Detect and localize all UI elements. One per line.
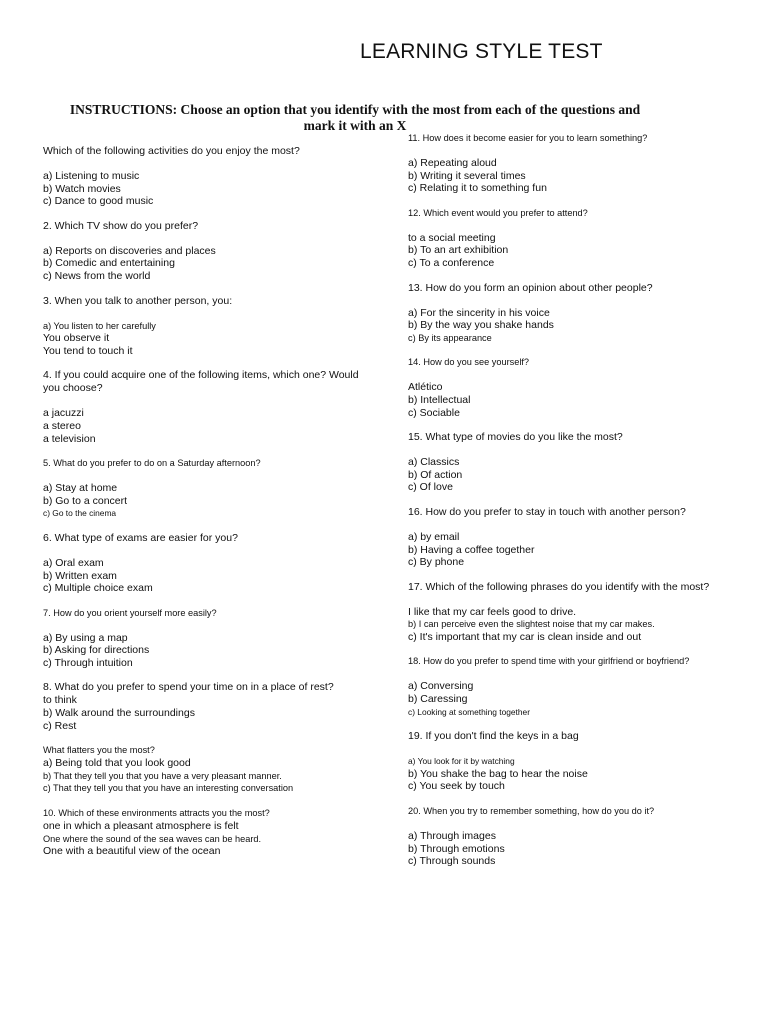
option-b[interactable]: b) Go to a concert (43, 494, 128, 507)
question-4 (43, 369, 393, 445)
question-16 (408, 506, 738, 569)
option-c[interactable]: c) By its appearance (408, 332, 492, 343)
option-a[interactable]: I like that my car feels good to drive. (408, 605, 577, 618)
option-c[interactable]: c) Through intuition (43, 656, 133, 669)
option-c[interactable]: c) That they tell you that you have an interesting conversation (43, 783, 294, 794)
option-c[interactable]: a television (43, 432, 96, 445)
question-17 (408, 581, 738, 644)
question-6 (43, 532, 393, 595)
option-a[interactable]: a) Being told that you look good (43, 757, 191, 770)
question-text: 10. Which of these environments attracts you the most? (43, 808, 270, 819)
question-text: 17. Which of the following phrases do you identify with the most? (408, 580, 710, 593)
option-c[interactable]: c) Looking at something together (408, 706, 530, 717)
question-10 (43, 807, 393, 858)
question-2 (43, 220, 393, 283)
option-b[interactable]: b) Of action (408, 468, 463, 481)
option-c[interactable]: c) Go to the cinema (43, 508, 117, 519)
option-c[interactable]: One with a beautiful view of the ocean (43, 845, 221, 858)
option-b[interactable]: b) Writing it several times (408, 169, 526, 182)
option-a[interactable]: a) Conversing (408, 680, 474, 693)
option-b[interactable]: b) Caressing (408, 693, 468, 706)
question-text: 20. When you try to remember something, how do you do it? (408, 806, 655, 817)
option-b[interactable]: b) To an art exhibition (408, 244, 509, 257)
instructions: INSTRUCTIONS: Choose an option that you identify with the most from each of the questions and mark it with an X (69, 102, 641, 133)
option-b[interactable]: b) Comedic and entertaining (43, 257, 175, 270)
option-c[interactable]: c) Rest (43, 719, 77, 732)
option-a[interactable]: a) You listen to her carefully (43, 320, 156, 331)
option-c[interactable]: c) Multiple choice exam (43, 582, 153, 595)
question-text: Which of the following activities do you enjoy the most? (43, 145, 300, 157)
question-text: 2. Which TV show do you prefer? (43, 219, 199, 232)
question-text: What flatters you the most? (43, 745, 155, 756)
option-a[interactable]: a) Reports on discoveries and places (43, 244, 216, 257)
question-18 (408, 655, 738, 718)
question-15 (408, 431, 738, 494)
option-a[interactable]: a) For the sincerity in his voice (408, 306, 550, 319)
question-11 (408, 132, 738, 195)
question-text: 8. What do you prefer to spend your time on in a place of rest? (43, 681, 334, 694)
option-b[interactable]: b) Written exam (43, 569, 117, 582)
question-12 (408, 207, 738, 270)
question-text: 15. What type of movies do you like the most? (408, 431, 623, 444)
question-13 (408, 282, 738, 345)
option-a[interactable]: a jacuzzi (43, 407, 84, 420)
right-column (408, 132, 738, 880)
option-b[interactable]: One where the sound of the sea waves can be heard. (43, 833, 262, 844)
option-b[interactable]: b) Watch movies (43, 182, 121, 195)
option-c[interactable]: c) Dance to good music (43, 195, 154, 208)
option-c[interactable]: c) By phone (408, 556, 465, 569)
question-19 (408, 730, 738, 793)
option-b[interactable]: b) Intellectual (408, 393, 471, 406)
question-text: 3. When you talk to another person, you: (43, 294, 233, 307)
question-9 (43, 744, 393, 795)
option-c[interactable]: c) To a conference (408, 256, 495, 269)
option-c[interactable]: c) Sociable (408, 406, 460, 419)
question-1 (43, 145, 393, 208)
option-a[interactable]: a) Stay at home (43, 482, 118, 495)
option-b[interactable]: b) That they tell you that you have a very pleasant manner. (43, 770, 282, 781)
question-text: 14. How do you see yourself? (408, 357, 530, 368)
option-a[interactable]: a) by email (408, 530, 460, 543)
question-text: 4. If you could acquire one of the following items, which one? Would you choose? (43, 369, 359, 395)
option-a[interactable]: a) You look for it by watching (408, 756, 515, 767)
option-b[interactable]: You observe it (43, 332, 110, 345)
option-c[interactable]: c) Of love (408, 481, 453, 494)
question-text: 6. What type of exams are easier for you? (43, 531, 238, 544)
option-b[interactable]: b) You shake the bag to hear the noise (408, 767, 588, 780)
question-7 (43, 607, 393, 670)
question-text: 5. What do you prefer to do on a Saturday afternoon? (43, 458, 261, 469)
option-a[interactable]: a) Classics (408, 456, 460, 469)
option-a[interactable]: to a social meeting (408, 231, 496, 244)
question-8 (43, 681, 393, 732)
option-b[interactable]: a stereo (43, 419, 81, 432)
question-14 (408, 356, 738, 419)
page-title: LEARNING STYLE TEST (360, 40, 603, 63)
question-text: 11. How does it become easier for you to learn something? (408, 133, 648, 143)
question-text: 18. How do you prefer to spend time with your girlfriend or boyfriend? (408, 656, 690, 667)
option-a[interactable]: one in which a pleasant atmosphere is felt (43, 820, 239, 833)
option-a[interactable]: a) Oral exam (43, 556, 104, 569)
question-text: 7. How do you orient yourself more easily? (43, 607, 217, 618)
option-a[interactable]: a) Through images (408, 830, 496, 843)
option-a[interactable]: to think (43, 694, 77, 707)
question-20 (408, 805, 738, 868)
option-b[interactable]: b) Having a coffee together (408, 543, 535, 556)
option-b[interactable]: b) I can perceive even the slightest noise that my car makes. (408, 619, 655, 630)
option-c[interactable]: c) News from the world (43, 269, 151, 282)
option-a[interactable]: a) By using a map (43, 631, 128, 644)
option-a[interactable]: a) Repeating aloud (408, 157, 497, 169)
question-3 (43, 295, 393, 358)
question-text: 13. How do you form an opinion about other people? (408, 281, 653, 294)
question-text: 19. If you don't find the keys in a bag (408, 730, 579, 743)
option-c[interactable]: You tend to touch it (43, 344, 133, 357)
option-b[interactable]: b) Asking for directions (43, 644, 150, 657)
option-c[interactable]: c) It's important that my car is clean inside and out (408, 630, 642, 643)
option-a[interactable]: a) Listening to music (43, 170, 140, 182)
option-a[interactable]: Atlético (408, 381, 443, 394)
option-b[interactable]: b) Walk around the surroundings (43, 707, 195, 720)
option-c[interactable]: c) Through sounds (408, 855, 496, 868)
question-text: 16. How do you prefer to stay in touch with another person? (408, 505, 686, 518)
option-c[interactable]: c) Relating it to something fun (408, 182, 547, 195)
question-text: 12. Which event would you prefer to attend? (408, 207, 588, 218)
option-b[interactable]: b) Through emotions (408, 842, 505, 855)
option-b[interactable]: b) By the way you shake hands (408, 319, 554, 332)
option-c[interactable]: c) You seek by touch (408, 780, 505, 793)
left-column (43, 145, 393, 870)
question-5 (43, 457, 393, 520)
